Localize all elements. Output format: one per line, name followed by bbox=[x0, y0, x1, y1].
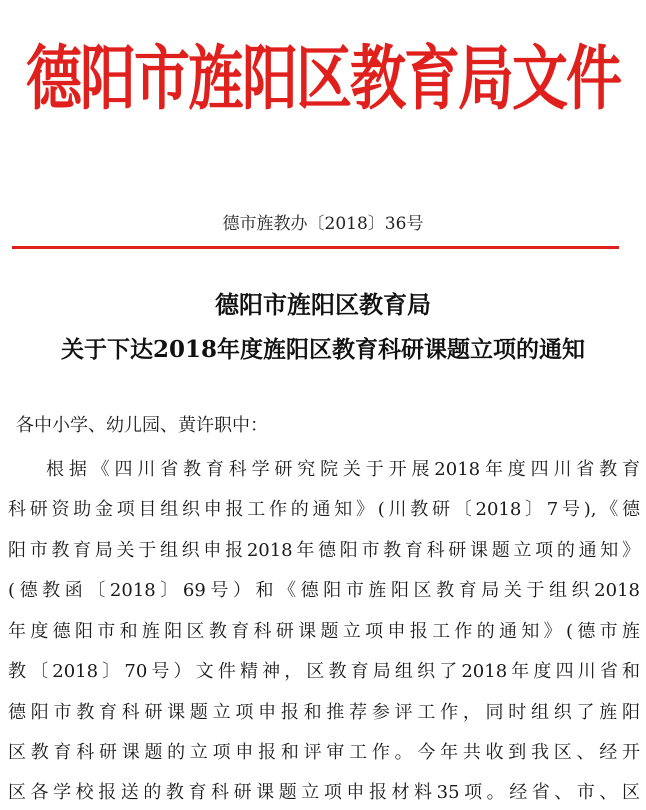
document-title-line-2: 关于下达2018年度旌阳区教育科研课题立项的通知 bbox=[60, 336, 585, 363]
body-paragraph-line: 教〔2018〕70号）文件精神，区教育局组织了2018年度四川省和 bbox=[8, 661, 640, 682]
document-title-line-1: 德阳市旌阳区教育局 bbox=[215, 290, 431, 319]
salutation: 各中小学、幼儿园、黄许职中： bbox=[16, 415, 268, 436]
document-number: 德市旌教办〔2018〕36号 bbox=[222, 214, 424, 234]
issuer-title: 德阳市旌阳区教育局文件 bbox=[26, 38, 620, 120]
body-paragraph-line: 区各学校报送的教育科研课题立项申报材料35项。经省、市、区 bbox=[8, 782, 640, 803]
body-paragraph-line: 阳市教育局关于组织申报2018年德阳市教育科研课题立项的通知》 bbox=[8, 540, 640, 561]
body-paragraph-line: 年度德阳市和旌阳区教育科研课题立项申报工作的通知》(德市旌 bbox=[8, 621, 640, 642]
body-paragraph-line: 区教育科研课题的立项申报和评审工作。今年共收到我区、经开 bbox=[8, 742, 640, 763]
red-divider-rule bbox=[12, 246, 619, 249]
body-paragraph-line: (德教函〔2018〕69号）和《德阳市旌阳区教育局关于组织2018 bbox=[8, 580, 640, 601]
body-paragraph-line: 科研资助金项目组织申报工作的通知》(川教研〔2018〕7号),《德 bbox=[8, 499, 640, 520]
body-paragraph-line: 德阳市教育科研课题立项申报和推荐参评工作，同时组织了旌阳 bbox=[8, 702, 640, 723]
body-paragraph-line: 根据《四川省教育科学研究院关于开展2018年度四川省教育 bbox=[46, 459, 640, 480]
